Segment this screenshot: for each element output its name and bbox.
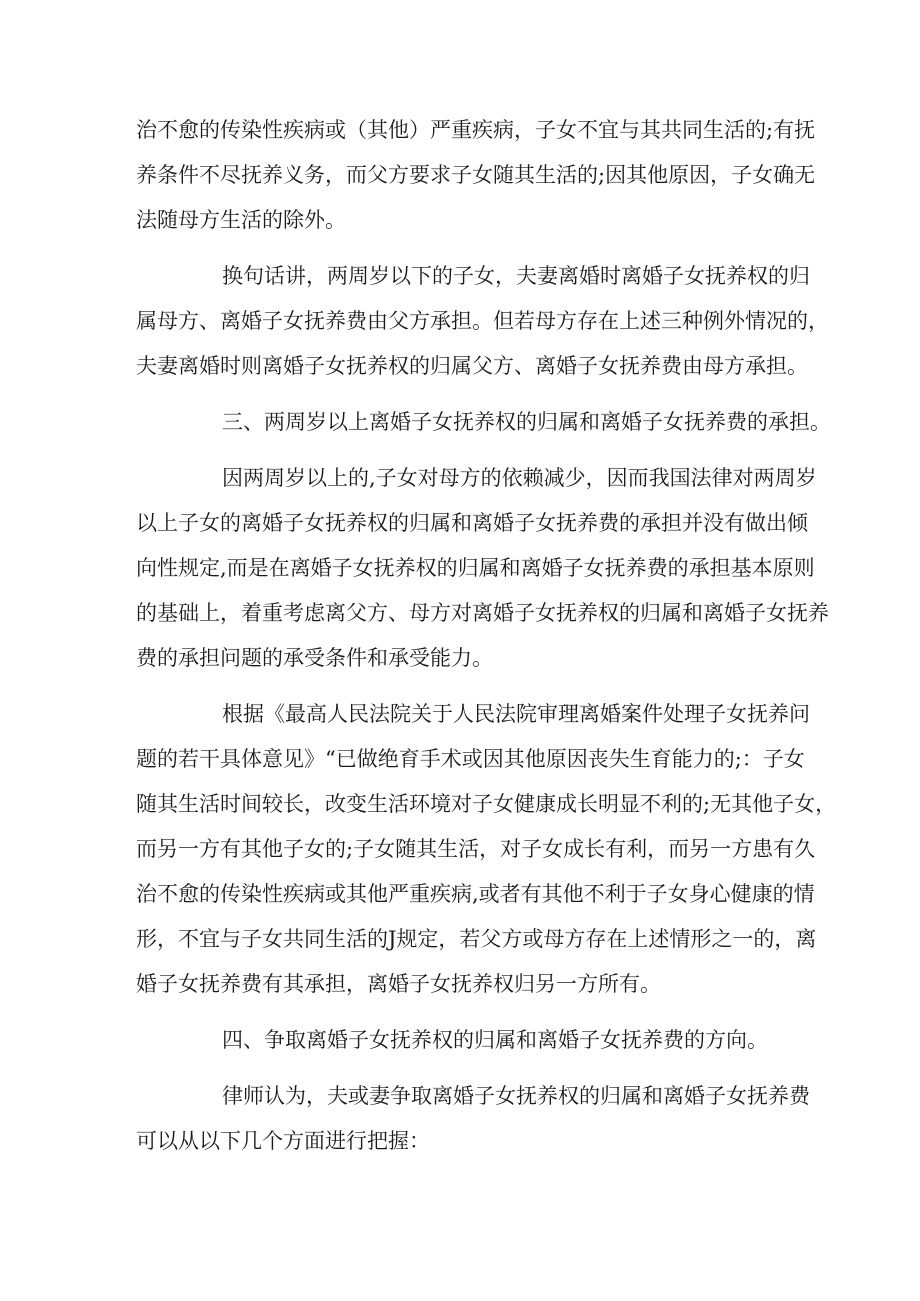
paragraph-p6 bbox=[136, 1018, 800, 1063]
text-line: 根据《最高人民法院关于人民法院审理离婚案件处理子女抚养问 bbox=[222, 702, 810, 726]
text-line: 以上子女的离婚子女抚养权的归属和离婚子女抚养费的承担并没有做出倾 bbox=[136, 511, 808, 535]
paragraph-p3 bbox=[136, 400, 831, 445]
text-line: 可以从以下几个方面进行把握： bbox=[136, 1129, 430, 1153]
paragraph-p2 bbox=[136, 254, 829, 389]
text-line: 婚子女抚养费有其承担，离婚子女抚养权归另一方所有。 bbox=[136, 972, 661, 996]
text-line: 因两周岁以上的,子女对母方的依赖减少，因而我国法律对两周岁 bbox=[222, 466, 817, 490]
document-body bbox=[136, 108, 837, 1175]
text-line: 题的若干具体意见》“已做绝育手术或因其他原因丧失生育能力的;：子女 bbox=[136, 747, 805, 771]
text-line: 治不愈的传染性疾病或其他严重疾病,或者有其他不利于子女身心健康的情 bbox=[136, 882, 815, 906]
paragraph-p5 bbox=[136, 692, 837, 1007]
text-line: 四、争取离婚子女抚养权的归属和离婚子女抚养费的方向。 bbox=[222, 1028, 768, 1052]
text-line: 而另一方有其他子女的;子女随其生活，对子女成长有利，而另一方患有久 bbox=[136, 837, 816, 861]
text-line: 的基础上，着重考虑离父方、母方对离婚子女抚养权的归属和离婚子女抚养 bbox=[136, 601, 829, 625]
text-line: 向性规定,而是在离婚子女抚养权的归属和离婚子女抚养费的承担基本原则 bbox=[136, 556, 815, 580]
text-line: 属母方、离婚子女抚养费由父方承担。但若母方存在上述三种例外情况的， bbox=[136, 309, 829, 333]
text-line: 律师认为，夫或妻争取离婚子女抚养权的归属和离婚子女抚养费 bbox=[222, 1084, 810, 1108]
text-line: 法随母方生活的除外。 bbox=[136, 208, 346, 232]
text-line: 形，不宜与子女共同生活的J规定，若父方或母方存在上述情形之一的，离 bbox=[136, 927, 817, 951]
paragraph-p4 bbox=[136, 456, 829, 681]
text-line: 换句话讲，两周岁以下的子女，夫妻离婚时离婚子女抚养权的归 bbox=[222, 264, 810, 288]
paragraph-p7 bbox=[136, 1074, 810, 1164]
text-line: 三、两周岁以上离婚子女抚养权的归属和离婚子女抚养费的承担。 bbox=[222, 410, 831, 434]
text-line: 养条件不尽抚养义务，而父方要求子女随其生活的;因其他原因，子女确无 bbox=[136, 163, 816, 187]
text-line: 治不愈的传染性疾病或（其他）严重疾病，子女不宜与其共同生活的;有抚 bbox=[136, 118, 816, 142]
text-line: 随其生活时间较长，改变生活环境对子女健康成长明显不利的;无其他子女， bbox=[136, 792, 837, 816]
text-line: 夫妻离婚时则离婚子女抚养权的归属父方、离婚子女抚养费由母方承担。 bbox=[136, 354, 808, 378]
text-line: 费的承担问题的承受条件和承受能力。 bbox=[136, 646, 493, 670]
paragraph-p1 bbox=[136, 108, 816, 243]
